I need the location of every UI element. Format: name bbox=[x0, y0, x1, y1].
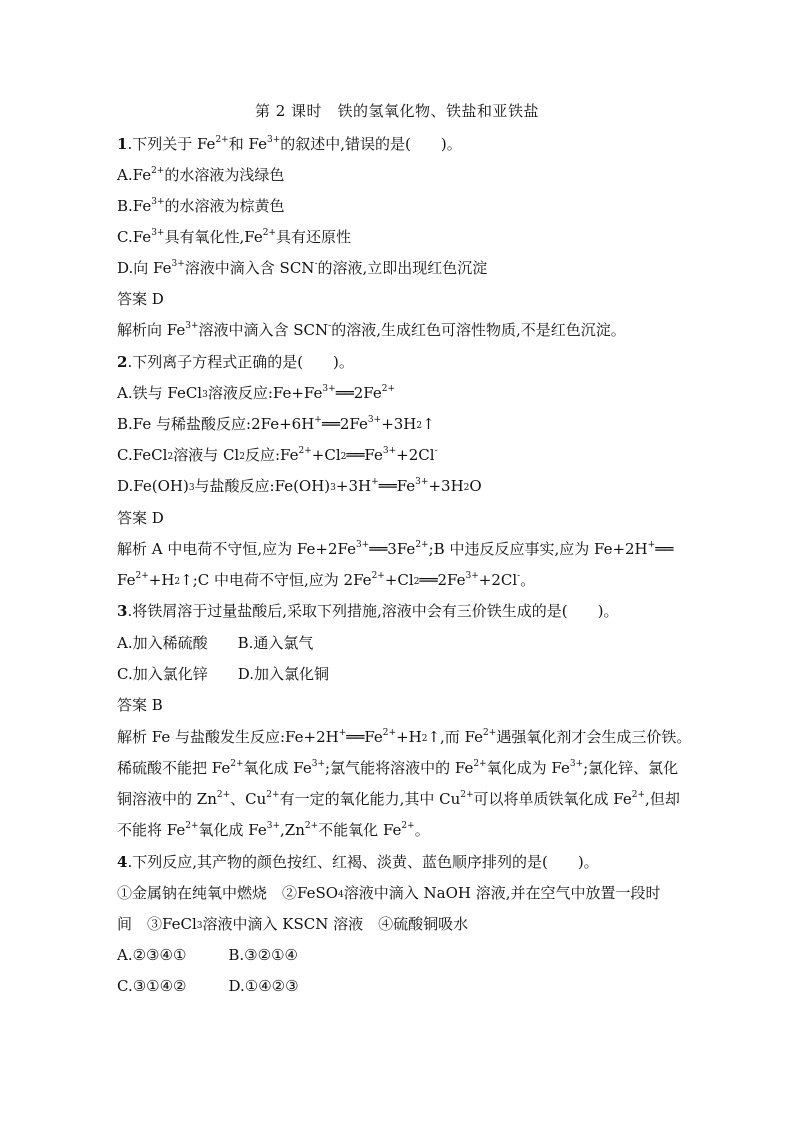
text-line: $D.Fe(OH)_3$与盐酸反应$:Fe(OH)_3+3H^+══Fe^{3+}+3H_2O$ bbox=[117, 477, 482, 495]
text-line: 4.下列反应,其产物的颜色按红、红褐、淡黄、蓝色顺序排列的是( )。 bbox=[117, 853, 599, 871]
text-line: 答案 D bbox=[117, 290, 164, 308]
text-line: C.FeCl$_2$溶液与 $Cl_2$反应$:Fe^{2+}+Cl_2══Fe^{3+}+2Cl^-$ bbox=[117, 446, 438, 464]
text-line: 间 ③FeCl$_3$溶液中滴入 KSCN 溶液 ④硫酸铜吸水 bbox=[117, 915, 469, 933]
text-line: 解析 A 中电荷不守恒,应为 $Fe+2Fe^{3+}══3Fe^{2+};B$ 中违反反应事实,应为 Fe+2H+══ bbox=[117, 540, 674, 558]
text-line: 解析向 $Fe^{3+}$溶液中滴入含 SCN-的溶液,生成红色可溶性物质,不是红色沉淀。 bbox=[117, 321, 626, 339]
text-line: $A.Fe^{2+}$的水溶液为浅绿色 bbox=[117, 166, 285, 184]
text-line: 解析 Fe 与盐酸发生反应$:Fe+2H^+══Fe^{2+}+H_2↑$,而 $Fe^{2+}$遇强氧化剂才会生成三价铁。 bbox=[117, 728, 692, 746]
text-line: ①金属钠在纯氧中燃烧 ②FeSO$_4$溶液中滴入 NaOH 溶液,并在空气中放置一段时 bbox=[117, 884, 661, 902]
text-line: 2.下列离子方程式正确的是( )。 bbox=[117, 353, 354, 371]
text-line: B.Fe 与稀盐酸反应$:2Fe+6H^+══2Fe^{3+}+3H_2↑$ bbox=[117, 415, 435, 433]
text-line: 答案 D bbox=[117, 509, 164, 527]
text-line: $Fe^{2+}+H_2↑;C$ 中电荷不守恒,应为 $2Fe^{2+}+Cl_2══2Fe^{3+}+2Cl^-$。 bbox=[117, 571, 536, 589]
text-line: A.铁与 FeCl$_3$溶液反应$:Fe+Fe^{3+}══2Fe^{2+}$ bbox=[117, 384, 396, 402]
text-line: 1.下列关于 $Fe^{2+}$和 $Fe^{3+}$的叙述中,错误的是( )。 bbox=[117, 135, 462, 153]
text-line: A.②③④① B.③②①④ bbox=[117, 946, 298, 964]
text-line: 3.将铁屑溶于过量盐酸后,采取下列措施,溶液中会有三价铁生成的是( )。 bbox=[117, 602, 619, 620]
text-line: D.向 $Fe^{3+}$溶液中滴入含 SCN-的溶液,立即出现红色沉淀 bbox=[117, 259, 488, 277]
text-line: 答案 B bbox=[117, 696, 163, 714]
text-line: $B.Fe^{3+}$的水溶液为棕黄色 bbox=[117, 197, 285, 215]
text-line: C.③①④② D.①④②③ bbox=[117, 977, 299, 995]
text-line: $C.Fe^{3+}$具有氧化性$,Fe^{2+}$具有还原性 bbox=[117, 228, 351, 246]
page-title: 第 2 课时 铁的氢氧化物、铁盐和亚铁盐 bbox=[254, 102, 540, 120]
text-line: 稀硫酸不能把 $Fe^{2+}$氧化成 $Fe^{3+}$;氯气能将溶液中的 $Fe^{2+}$氧化成为 $Fe^{3+}$;氯化锌、氯化 bbox=[117, 759, 679, 777]
text-line: C.加入氯化锌 D.加入氯化铜 bbox=[117, 665, 329, 683]
text-line: 铜溶液中的 $Zn^{2+}$、$Cu^{2+}$有一定的氧化能力,其中 $Cu^{2+}$可以将单质铁氧化成 $Fe^{2+}$,但却 bbox=[117, 790, 680, 808]
text-line: 不能将 $Fe^{2+}$氧化成 $Fe^{3+},Zn^{2+}$不能氧化 $Fe^{2+}$。 bbox=[117, 821, 430, 839]
text-line: A.加入稀硫酸 B.通入氯气 bbox=[117, 634, 314, 652]
